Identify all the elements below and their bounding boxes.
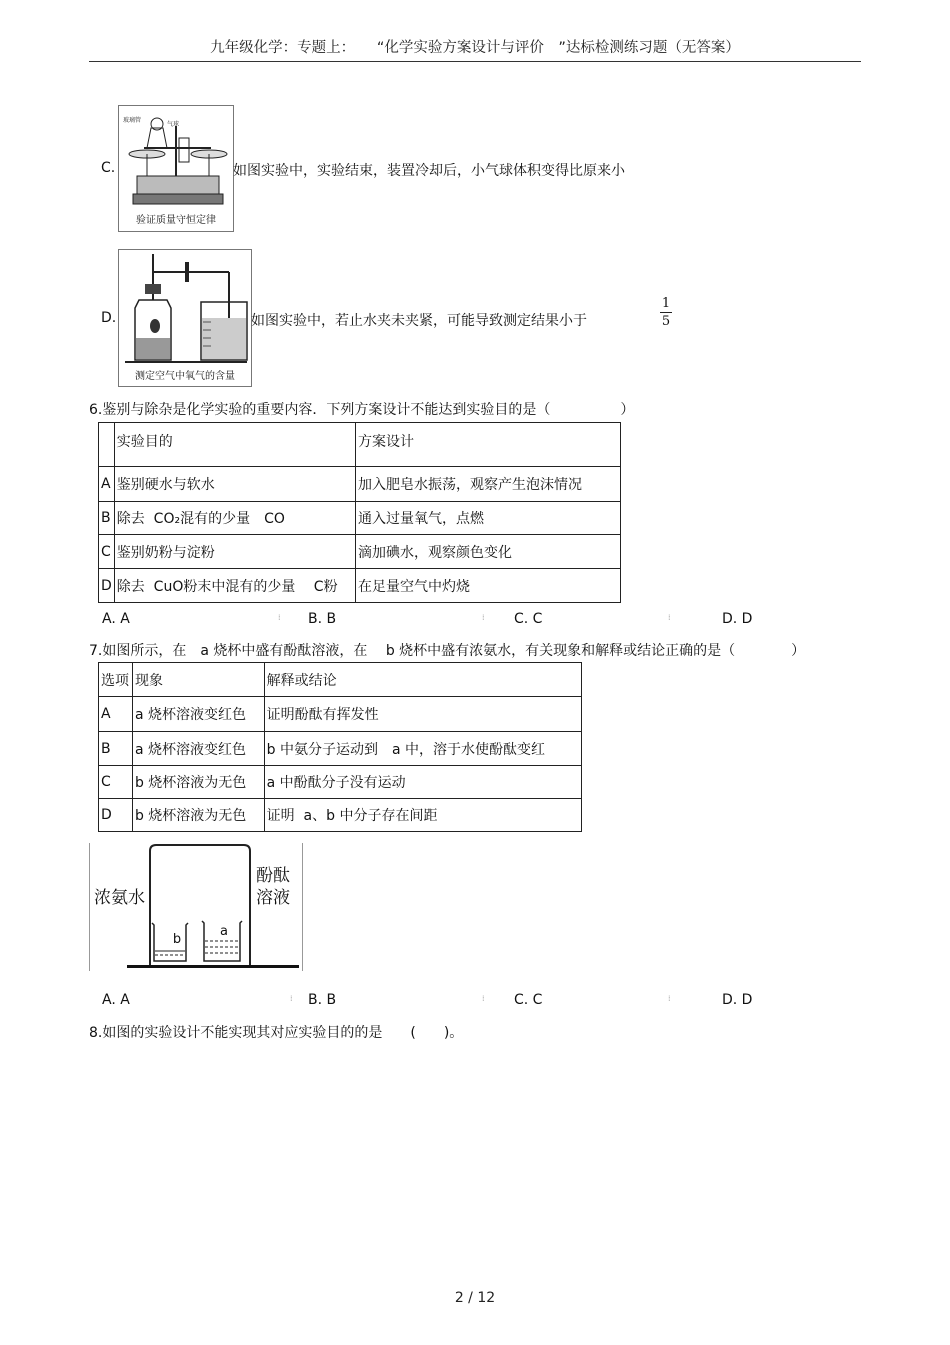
option-separator: ⁞ bbox=[668, 994, 671, 1003]
option-separator: ⁞ bbox=[278, 613, 281, 622]
fraction-denominator: 5 bbox=[661, 314, 671, 329]
q7-row-label: A bbox=[99, 697, 133, 732]
option-separator: ⁞ bbox=[668, 613, 671, 622]
table-row bbox=[99, 766, 582, 799]
header-rule bbox=[89, 61, 861, 62]
q6-cell-design: 滴加碘水，观察颜色变化 bbox=[356, 535, 621, 569]
q6-table bbox=[98, 422, 621, 603]
page-header-title: 九年级化学：专题上： “化学实验方案设计与评价 ”达标检测练习题（无答案） bbox=[210, 40, 740, 56]
q7-cell-explanation: a 中酚酞分子没有运动 bbox=[264, 766, 581, 799]
solution-label: 溶液 bbox=[256, 888, 290, 908]
q7-row-label: B bbox=[99, 732, 133, 766]
oxygen-content-figure bbox=[118, 249, 252, 387]
q7-cell-phenomenon: a 烧杯溶液变红色 bbox=[132, 732, 264, 766]
balance-figure bbox=[118, 105, 234, 232]
q5-option-d-text: 如图实验中，若止水夹未夹紧，可能导致测定结果小于 bbox=[251, 313, 587, 329]
option-separator: ⁞ bbox=[482, 613, 485, 622]
q6-cell-purpose: 鉴别硬水与软水 bbox=[114, 467, 355, 502]
q5-option-c-text: 如图实验中，实验结束，装置冷却后，小气球体积变得比原来小 bbox=[233, 163, 625, 179]
table-row bbox=[99, 467, 621, 502]
q7-cell-phenomenon: a 烧杯溶液变红色 bbox=[132, 697, 264, 732]
table-row bbox=[99, 502, 621, 535]
q6-cell-design: 通入过量氧气，点燃 bbox=[356, 502, 621, 535]
q6-header-cell: 实验目的 bbox=[114, 423, 355, 467]
q7-cell-phenomenon: b 烧杯溶液为无色 bbox=[132, 766, 264, 799]
q7-cell-explanation: 证明 a、b 中分子存在间距 bbox=[264, 799, 581, 832]
q6-header-cell bbox=[99, 423, 115, 467]
table-row bbox=[99, 569, 621, 603]
q7-option-b[interactable]: B. B bbox=[308, 992, 337, 1008]
table-row bbox=[99, 799, 582, 832]
q6-row-label: C bbox=[99, 535, 115, 569]
q7-cell-phenomenon: b 烧杯溶液为无色 bbox=[132, 799, 264, 832]
q6-option-c[interactable]: C. C bbox=[514, 611, 543, 627]
table-row bbox=[99, 535, 621, 569]
page-number: 2 / 12 bbox=[454, 1290, 496, 1306]
q6-table-header-row bbox=[99, 423, 621, 467]
q7-header-cell: 解释或结论 bbox=[264, 663, 581, 697]
q7-header-cell: 选项 bbox=[99, 663, 133, 697]
fraction-bar bbox=[660, 312, 672, 313]
table-row bbox=[99, 732, 582, 766]
q6-option-d[interactable]: D. D bbox=[722, 611, 753, 627]
fraction-one-fifth bbox=[659, 296, 673, 329]
option-separator: ⁞ bbox=[290, 994, 293, 1003]
q6-cell-purpose: 除去 CuO粉末中混有的少量 C粉 bbox=[114, 569, 355, 603]
q6-option-a[interactable]: A. A bbox=[102, 611, 130, 627]
q5-option-c-letter: C. bbox=[101, 160, 116, 176]
q7-cell-explanation: b 中氨分子运动到 a 中，溶于水使酚酞变红 bbox=[264, 732, 581, 766]
oxygen-figure-caption: 测定空气中氧气的含量 bbox=[135, 371, 235, 382]
q6-cell-purpose: 鉴别奶粉与淀粉 bbox=[114, 535, 355, 569]
q6-row-label: B bbox=[99, 502, 115, 535]
q6-cell-design: 加入肥皂水振荡，观察产生泡沫情况 bbox=[356, 467, 621, 502]
q6-cell-purpose: 除去 CO₂混有的少量 CO bbox=[114, 502, 355, 535]
q5-option-d-letter: D. bbox=[101, 310, 117, 326]
fraction-numerator: 1 bbox=[661, 296, 671, 311]
q6-option-b[interactable]: B. B bbox=[308, 611, 337, 627]
q6-row-label: A bbox=[99, 467, 115, 502]
svg-text:玻璃管: 玻璃管 bbox=[123, 117, 142, 124]
option-separator: ⁞ bbox=[482, 994, 485, 1003]
q7-table bbox=[98, 662, 582, 832]
q6-header-cell: 方案设计 bbox=[356, 423, 621, 467]
q7-option-c[interactable]: C. C bbox=[514, 992, 543, 1008]
beaker-b-label: b bbox=[172, 932, 182, 947]
ammonia-label: 浓氨水 bbox=[94, 888, 145, 908]
q6-cell-design: 在足量空气中灼烧 bbox=[356, 569, 621, 603]
table-row bbox=[99, 697, 582, 732]
q7-option-d[interactable]: D. D bbox=[722, 992, 753, 1008]
q7-row-label: C bbox=[99, 766, 133, 799]
beaker-a-label: a bbox=[220, 924, 228, 939]
q7-cell-explanation: 证明酚酞有挥发性 bbox=[264, 697, 581, 732]
q6-stem: 6.鉴别与除杂是化学实验的重要内容．下列方案设计不能达到实验目的是（ ） bbox=[89, 402, 635, 418]
q8-stem: 8.如图的实验设计不能实现其对应实验目的的是 ( )。 bbox=[89, 1025, 464, 1041]
phenolphthalein-label: 酚酞 bbox=[256, 866, 290, 886]
q7-row-label: D bbox=[99, 799, 133, 832]
ammonia-diffusion-figure bbox=[89, 843, 303, 971]
q6-row-label: D bbox=[99, 569, 115, 603]
q7-stem: 7.如图所示，在 a 烧杯中盛有酚酞溶液，在 b 烧杯中盛有浓氨水，有关现象和解释或结论正确的是（ ） bbox=[89, 643, 806, 659]
q7-header-cell: 现象 bbox=[132, 663, 264, 697]
balance-figure-caption: 验证质量守恒定律 bbox=[136, 215, 216, 226]
q7-option-a[interactable]: A. A bbox=[102, 992, 130, 1008]
q7-table-header-row bbox=[99, 663, 582, 697]
svg-text:气球: 气球 bbox=[167, 121, 180, 128]
